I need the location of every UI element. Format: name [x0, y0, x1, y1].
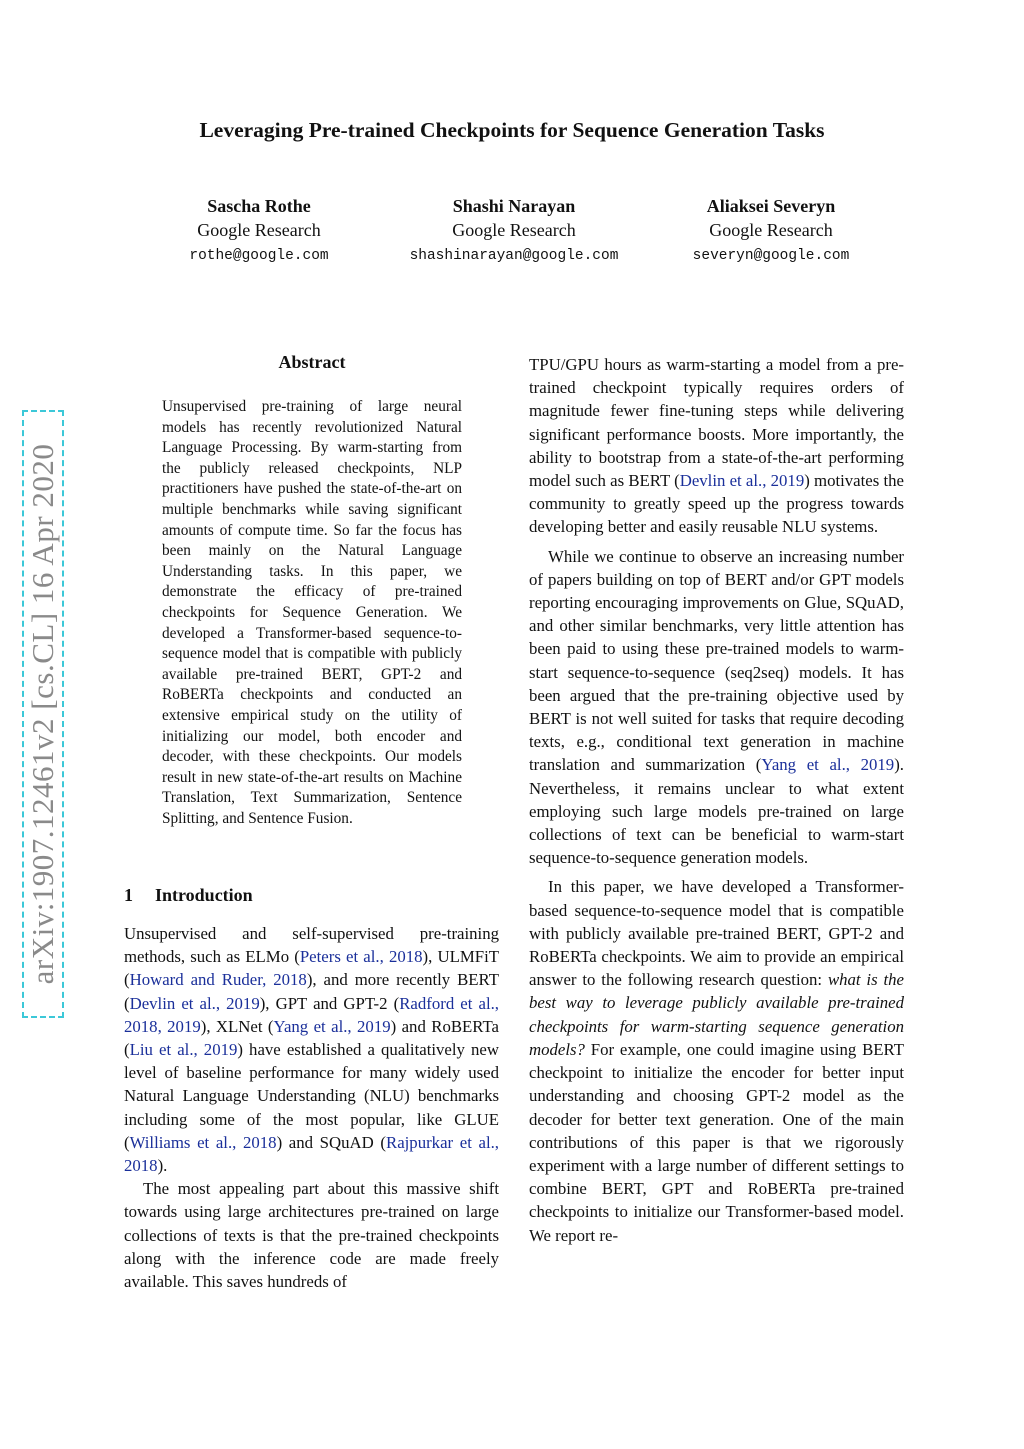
text-run: While we continue to observe an increasing number of papers building on top of BERT and/or GPT models reporting encouraging improvements on Glue, SQuAD, and other similar benchmarks, very little attention has been paid to using these pre-trained models to warm-start sequence-to-sequence (seq2seq) models. It has been argued that the pre-training objective used by BERT is not well suited for tasks that require decoding texts, e.g., conditional text generation in machine translation and summarization ( [529, 546, 904, 775]
left-column [124, 922, 499, 1293]
abstract-text: Unsupervised pre-training of large neural models has recently revolutionized Natural Language Processing. By warm-starting from the publicly released checkpoints, NLP practitioners have pushed the state-of-the-art on multiple benchmarks while saving significant amounts of compute time. So far the focus has been mainly on the Natural Language Understanding tasks. In this paper, we demonstrate the efficacy of pre-trained checkpoints for Sequence Generation. We developed a Transformer-based sequence-to-sequence model that is compatible with publicly available pre-trained BERT, GPT-2 and RoBERTa checkpoints and conducted an extensive empirical study on the utility of initializing our model, both encoder and decoder, with these checkpoints. Our models result in new state-of-the-art results on Machine Translation, Text Summarization, Sentence Splitting, and Sentence Fusion. [162, 398, 462, 827]
right-column [529, 353, 904, 1247]
text-run: ), GPT and GPT-2 ( [259, 993, 400, 1013]
author-name: Shashi Narayan [452, 196, 576, 216]
intro-paragraph-5 [529, 875, 904, 1246]
text-run: TPU/GPU hours as warm-starting a model from a pre-trained checkpoint typically requires orders of magnitude fewer fine-tuning steps while delivering significant performance boosts. More importantly, the ability to bootstrap from a state-of-the-art performing model such as BERT ( [529, 355, 904, 491]
intro-paragraph-1 [124, 922, 499, 1177]
text-run: ), and more recently BERT ( [124, 970, 499, 1013]
citation-link[interactable]: Devlin et al., 2019 [129, 993, 260, 1013]
intro-paragraph-2: The most appealing part about this massive shift towards using large architectures pre-trained on large collections of texts is that the pre-trained checkpoints along with the inference code are made freely available. This saves hundreds of [124, 1179, 499, 1292]
text-run: ), XLNet ( [200, 1016, 274, 1036]
text-run: In this paper, we have developed a Transformer-based sequence-to-sequence model that is compatible with publicly available pre-trained BERT, GPT-2 and RoBERTa checkpoints. We aim to provide an empirical answer to the following research question: [529, 877, 904, 990]
section-number: 1 [124, 885, 133, 905]
section-heading-introduction [124, 885, 253, 906]
author-email: severyn@google.com [692, 248, 850, 264]
citation-link[interactable]: Yang et al., 2019 [273, 1016, 391, 1036]
intro-paragraph-3 [529, 353, 904, 539]
citation-link[interactable]: Peters et al., 2018 [299, 947, 423, 967]
author-affiliation: Google Research [197, 220, 321, 240]
text-run: Unsupervised and self-supervised pre-training methods, such as ELMo ( [124, 924, 499, 967]
text-run: ) and RoBERTa ( [124, 1016, 499, 1060]
text-run: ). Nevertheless, it remains unclear to what extent employing such large models pre-trained on large collections of text can be beneficial to warm-start sequence-to-sequence generation models. [529, 755, 904, 868]
citation-link[interactable]: Yang et al., 2019 [761, 755, 895, 775]
text-run: ). [157, 1156, 168, 1176]
citation-link[interactable]: Devlin et al., 2019 [679, 471, 805, 491]
arxiv-stamp [22, 410, 64, 1018]
author-affiliation: Google Research [709, 220, 833, 240]
citation-link[interactable]: Williams et al., 2018 [129, 1132, 277, 1152]
intro-paragraph-4 [529, 545, 904, 870]
author-email: rothe@google.com [189, 248, 329, 264]
citation-link[interactable]: Liu et al., 2019 [129, 1040, 238, 1060]
section-title: Introduction [155, 885, 253, 905]
author-email: shashinarayan@google.com [409, 248, 619, 264]
abstract-heading: Abstract [278, 352, 346, 372]
arxiv-id: arXiv:1907.12461v2 [cs.CL] 16 Apr 2020 [25, 443, 60, 985]
author-name: Sascha Rothe [207, 196, 311, 216]
citation-link[interactable]: Radford et al., 2018, 2019 [124, 993, 499, 1036]
author-2 [364, 194, 664, 270]
author-name: Aliaksei Severyn [706, 196, 836, 216]
text-run: ) have established a qualitatively new level of baseline performance for many widely used Natural Language Understanding (NLU) benchmarks including some of the most popular, like GLUE ( [124, 1040, 499, 1152]
text-run: For example, one could imagine using BERT checkpoint to initialize the encoder for better input understanding and choosing GPT-2 model as the decoder for better text generation. One of the main contributions of this paper is that we rigorously experiment with a large number of different settings to combine BERT, GPT and RoBERTa pre-trained checkpoints to initialize our Transformer-based model. We report re- [529, 1039, 904, 1245]
text-run: ) and SQuAD ( [276, 1132, 386, 1152]
text-run: ), ULMFiT ( [124, 947, 499, 990]
paper-title: Leveraging Pre-trained Checkpoints for Sequence Generation Tasks [199, 118, 825, 142]
citation-link[interactable]: Howard and Ruder, 2018 [129, 970, 307, 990]
author-affiliation: Google Research [452, 220, 576, 240]
research-question: what is the best way to leverage publicly available pre-trained checkpoints for warm-starting sequence generation models? [529, 970, 904, 1059]
author-3 [621, 194, 921, 270]
citation-link[interactable]: Rajpurkar et al., 2018 [124, 1132, 500, 1176]
text-run: ) motivates the community to greatly speed up the progress towards developing better and easily reusable NLU systems. [529, 471, 904, 537]
